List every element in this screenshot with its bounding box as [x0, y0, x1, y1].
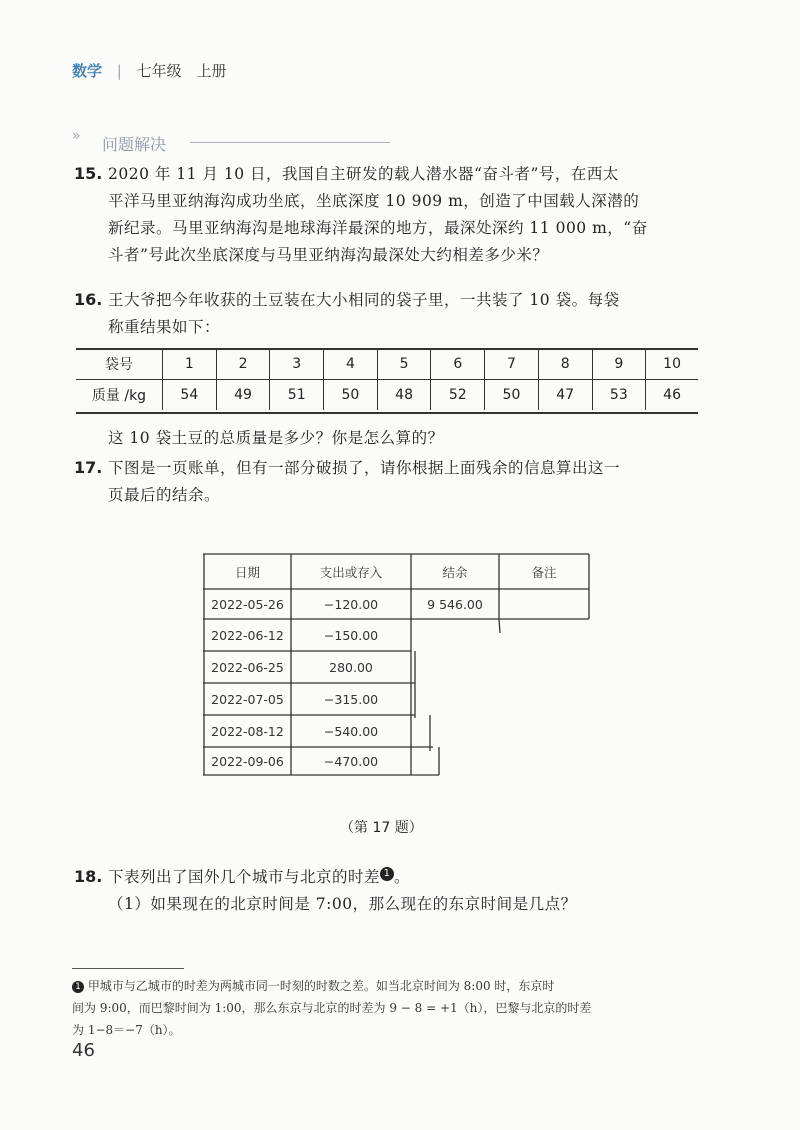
q18-number: 18. [74, 867, 103, 886]
ledger-amount: −120.00 [323, 596, 379, 612]
mass-row [76, 380, 698, 411]
q16-line: 王大爷把今年收获的土豆装在大小相同的袋子里，一共装了 10 袋。每袋 [108, 291, 620, 309]
ledger-amount: −315.00 [323, 691, 379, 707]
section-rule [190, 142, 390, 143]
q16-number: 16. [74, 290, 103, 309]
ledger-date: 2022-09-06 [211, 753, 284, 769]
bag-number: 4 [324, 349, 378, 380]
bag-mass: 46 [646, 380, 698, 411]
bag-number: 10 [646, 349, 698, 380]
bag-mass: 48 [377, 380, 431, 411]
row-label: 袋号 [76, 349, 163, 380]
q18-text [108, 864, 708, 891]
double-chevron-icon: » [72, 128, 78, 144]
ledger-header-date: 日期 [234, 564, 260, 580]
bag-mass: 50 [485, 380, 539, 411]
bag-number-row [76, 349, 698, 380]
ledger-amount: 280.00 [329, 659, 373, 675]
bag-number: 2 [216, 349, 270, 380]
q18-sub1: （1）如果现在的北京时间是 7:00，那么现在的东京时间是几点？ [108, 895, 577, 913]
q18-line: 下表列出了国外几个城市与北京的时差 [108, 868, 381, 886]
ledger-date: 2022-06-12 [211, 627, 284, 643]
bag-number: 3 [270, 349, 324, 380]
ledger-date: 2022-07-05 [211, 691, 284, 707]
bag-mass: 53 [592, 380, 646, 411]
row-label: 质量 /kg [91, 388, 147, 404]
q16-question: 这 10 袋土豆的总质量是多少？你是怎么算的？ [108, 429, 444, 447]
ledger-amount: −540.00 [323, 723, 379, 739]
bag-number: 6 [431, 349, 485, 380]
footnote-line: 为 1−8＝−7（h）。 [72, 1023, 181, 1037]
figure-caption: （第 17 题） [340, 820, 423, 836]
footnote [72, 975, 712, 1041]
subject-label: 数学 [72, 62, 103, 80]
footnote-rule [72, 968, 184, 969]
q15-line: 斗者”号此次坐底深度与马里亚纳海沟最深处大约相差多少米？ [108, 246, 549, 264]
ledger-balance: 9 546.00 [427, 596, 483, 612]
potato-weight-table [76, 349, 698, 410]
ledger-header-balance: 结余 [442, 564, 468, 580]
footnote-marker[interactable]: 1 [380, 867, 394, 881]
q16-line: 称重结果如下： [108, 318, 221, 336]
footnote-line: 甲城市与乙城市的时差为两城市同一时刻的时数之差。如当北京时间为 8:00 时，东京时 [87, 979, 555, 993]
ledger-date: 2022-06-25 [211, 659, 284, 675]
running-header [72, 60, 227, 81]
table-bottom-rule [76, 412, 698, 414]
ledger-header-note: 备注 [531, 564, 557, 580]
bag-number: 5 [377, 349, 431, 380]
bag-mass: 52 [431, 380, 485, 411]
q16-text [108, 287, 708, 341]
ledger-amount: −150.00 [323, 627, 379, 643]
q15-line: 平洋马里亚纳海沟成功坐底，坐底深度 10 909 m，创造了中国载人深潜的 [108, 192, 640, 210]
ledger-amount: −470.00 [323, 753, 379, 769]
q15-line: 2020 年 11 月 10 日，我国自主研发的载人潜水器“奋斗者”号，在西太 [108, 165, 619, 183]
bag-number: 9 [592, 349, 646, 380]
q17-number: 17. [74, 458, 103, 477]
q17-text [108, 455, 708, 509]
bag-mass: 51 [270, 380, 324, 411]
bag-number: 7 [485, 349, 539, 380]
bag-number: 8 [538, 349, 592, 380]
q17-line: 页最后的结余。 [108, 486, 221, 504]
bag-mass: 50 [324, 380, 378, 411]
ledger-header-amount: 支出或存入 [319, 564, 383, 580]
q15-text [108, 161, 708, 269]
bag-mass: 49 [216, 380, 270, 411]
bag-number: 1 [163, 349, 217, 380]
page-number: 46 [72, 1040, 95, 1061]
section-heading [72, 128, 312, 154]
grade-label: 七年级 上册 [136, 62, 227, 80]
ledger-date: 2022-05-26 [211, 596, 284, 612]
ledger-date: 2022-08-12 [211, 723, 284, 739]
section-title: 问题解决 [102, 135, 167, 154]
q15-line: 新纪录。马里亚纳海沟是地球海洋最深的地方，最深处深约 11 000 m，“奋 [108, 219, 648, 237]
footnote-number: 1 [72, 981, 84, 993]
q17-line: 下图是一页账单，但有一部分破损了，请你根据上面残余的信息算出这一 [108, 459, 621, 477]
q18-end: 。 [394, 868, 411, 886]
q15-number: 15. [74, 164, 103, 183]
bag-mass: 54 [163, 380, 217, 411]
header-separator: | [116, 62, 122, 80]
footnote-line: 间为 9:00，而巴黎时间为 1:00，那么东京与北京的时差为 9 − 8 = +1（h），巴黎与北京的时差 [72, 1001, 592, 1015]
bag-mass: 47 [538, 380, 592, 411]
